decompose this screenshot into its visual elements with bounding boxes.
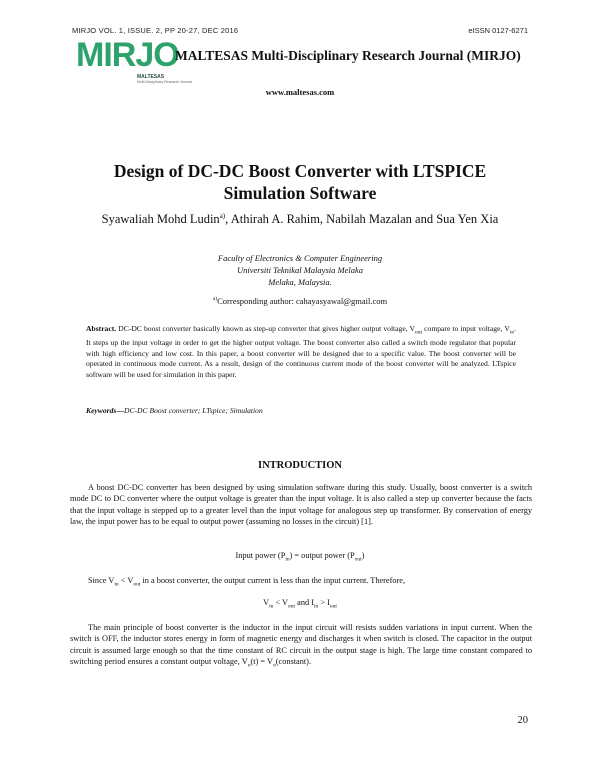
corr-text: Corresponding author: cahayasyawal@gmail.com — [217, 296, 388, 306]
corr-sup: a) — [212, 296, 218, 303]
issn: eISSN 0127-6271 — [468, 26, 528, 35]
logo: MIRJO — [76, 36, 179, 74]
authors — [60, 212, 540, 227]
abstract-text-3: . It steps up the input voltage in order to get the higher output voltage. The boost converter also called a switch mode regulator that popular with high efficiency and low cost. In this paper, a boost converter will be designed due to a specific value. The boost converter will be operated in continuous mode current. As a result, design of the continuous current mode of the boost converter will be analyzed. LTspice software will be used for simulation in this paper. — [86, 324, 516, 379]
eq1-b: ) = output power (P — [289, 551, 355, 560]
title-line-1: Design of DC-DC Boost Converter with LTSPICE — [113, 161, 487, 181]
p2-sub2: o — [273, 662, 276, 669]
eq2-sub2: out — [288, 603, 296, 610]
volume-info: MIRJO VOL. 1, ISSUE. 2, PP 20-27, DEC 2016 — [72, 26, 239, 35]
affiliation — [60, 252, 540, 288]
section-heading: INTRODUCTION — [257, 460, 342, 471]
since-sub1: in — [114, 581, 119, 588]
journal-title: MALTESAS Multi-Disciplinary Research Journal (MIRJO) — [175, 48, 521, 63]
eq2-a: V — [263, 598, 270, 607]
affil-line-3: Melaka, Malaysia. — [268, 277, 332, 287]
principle-paragraph — [70, 622, 532, 672]
keywords-text: DC-DC Boost converter; LTspice; Simulation — [123, 406, 263, 415]
page-number: 20 — [517, 715, 528, 726]
equation-power — [0, 551, 600, 563]
abstract-sub-out: out — [415, 329, 423, 336]
p2-mid: (t) = V — [250, 657, 274, 667]
keywords — [86, 406, 516, 415]
since-a: Since V — [88, 576, 115, 585]
abstract-sub-in: in — [509, 329, 515, 336]
affil-line-1: Faculty of Electronics & Computer Engineering — [217, 253, 383, 263]
author-sup: a) — [219, 212, 226, 220]
eq2-b: < V — [273, 598, 289, 607]
eq2-sub3: in — [313, 603, 319, 610]
keywords-label: Keywords— — [86, 406, 124, 415]
abstract-text-2: compare to input voltage, V — [422, 324, 510, 333]
since-c: in a boost converter, the output current is less than the input current. Therefore, — [140, 576, 406, 585]
abstract-text-1: DC-DC boost converter basically known as step-up converter that gives higher output voltage, V — [116, 324, 416, 333]
abstract — [86, 324, 516, 380]
since-line — [88, 576, 405, 588]
eq2-sub1: in — [269, 603, 274, 610]
paper-title — [60, 160, 540, 204]
p2-sub1: o — [247, 662, 251, 669]
eq2-sub4: out — [329, 603, 337, 610]
since-sub2: out — [133, 581, 141, 588]
eq2-c: and I — [295, 598, 314, 607]
corresponding-author — [60, 296, 540, 306]
p2-end: (constant). — [275, 657, 312, 667]
equation-voltage-current — [0, 598, 600, 610]
eq2-d: > I — [318, 598, 330, 607]
title-line-2: Simulation Software — [223, 183, 377, 203]
eq1-c: ) — [361, 551, 365, 560]
logo-subtitle: MALTESAS — [137, 74, 165, 80]
website-link[interactable]: www.maltesas.com — [265, 87, 335, 97]
since-b: < V — [118, 576, 134, 585]
logo-tagline: Multi-Disciplinary Research Journal — [137, 80, 192, 84]
p2-text: The main principle of boost converter is the inductor in the input circuit will resists sudden variations in input current. When the switch is OFF, the inductor stores energy in form of magnetic energy and discharges it when switch is closed. The capacitor in the output circuit is assumed large enough so that the time constant of RC circuit in the output stage is high. The large time constant compared to switching period ensures a constant output voltage, V — [70, 623, 532, 667]
abstract-label: Abstract. — [86, 324, 117, 333]
affil-line-2: Universiti Teknikal Malaysia Melaka — [237, 265, 363, 275]
eq1-sub2: out — [354, 556, 362, 563]
intro-paragraph: A boost DC-DC converter has been designed by using simulation software during this study. Usually, boost converter is a switch mode DC to DC converter where the output voltage is greater than the input voltage. It is also called a step up converter because the facts that the input voltage is stepped up to a greater level than the input voltage for analogous step up transformer. By conservation of energy law, the input power has to be equal to output power (assuming no losses in the circuit) [1]. — [70, 483, 532, 527]
author-first: Syawaliah Mohd Ludin — [101, 212, 220, 227]
author-rest: , Athirah A. Rahim, Nabilah Mazalan and Sua Yen Xia — [225, 212, 499, 227]
eq1-a: Input power (P — [235, 551, 286, 560]
eq1-sub1: in — [285, 556, 290, 563]
